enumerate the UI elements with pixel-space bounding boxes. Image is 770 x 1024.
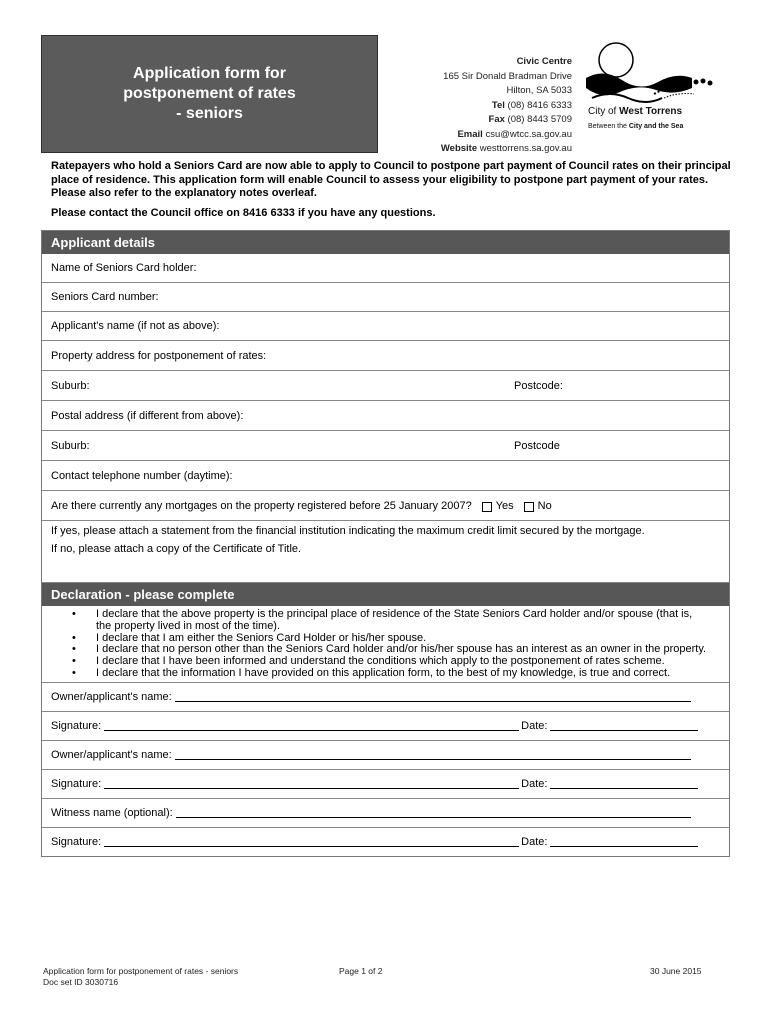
declaration-item: • I declare that I am either the Seniors Card Holder or his/her spouse. [42, 633, 729, 645]
date-label: Date: [521, 719, 548, 732]
logo-name-prefix: City of [588, 106, 620, 117]
signature-label: Signature: [51, 777, 102, 790]
declaration-list [42, 606, 729, 682]
owner-name-line[interactable] [175, 749, 691, 760]
title-box [41, 35, 378, 153]
applicant-name-label: Applicant's name (if not as above): [51, 320, 220, 332]
postal-postcode-field[interactable] [514, 431, 560, 460]
mortgage-yes-checkbox[interactable] [482, 502, 492, 512]
declaration-item: • I declare that no person other than the Seniors Card holder and/or his/her spouse has an interest as an owner in the property. [42, 644, 729, 656]
owner-name-field-2[interactable] [42, 740, 729, 769]
signature-line[interactable] [104, 720, 519, 731]
footer-date: 30 June 2015 [650, 966, 702, 976]
signature-field-1[interactable] [42, 711, 729, 740]
property-address-field[interactable] [42, 340, 729, 370]
card-holder-field[interactable] [42, 254, 729, 282]
signature-line[interactable] [104, 836, 519, 847]
witness-name-field[interactable] [42, 798, 729, 827]
declaration-item: • I declare that the information I have provided on this application form, to the best of my knowledge, is true and correct. [42, 668, 729, 680]
suburb-field[interactable] [42, 370, 729, 400]
postal-suburb-field[interactable] [42, 430, 729, 460]
footer-page-number: Page 1 of 2 [339, 966, 383, 976]
contact-block [400, 55, 572, 157]
date-line[interactable] [550, 836, 698, 847]
website-value: westtorrens.sa.gov.au [479, 143, 572, 154]
card-number-label: Seniors Card number: [51, 291, 159, 303]
intro-paragraph: Ratepayers who hold a Seniors Card are now able to apply to Council to postpone part payment of Council rates on their principal place of residence. This application form will enable Council to assess your eligibility to postpone part payment of your rates. Please also refer to the explanatory notes overleaf. [51, 160, 731, 200]
date-label: Date: [521, 835, 548, 848]
fax-value: (08) 8443 5709 [507, 114, 572, 125]
mortgage-yes-label: Yes [495, 499, 514, 512]
address-line1: 165 Sir Donald Bradman Drive [443, 70, 572, 82]
card-holder-label: Name of Seniors Card holder: [51, 262, 197, 274]
signature-field-3[interactable] [42, 827, 729, 856]
postal-postcode-label: Postcode [514, 439, 560, 452]
footer-left [43, 966, 238, 988]
intro-contact-line: Please contact the Council office on 8416 6333 if you have any questions. [51, 206, 436, 219]
postcode-label: Postcode: [514, 379, 563, 392]
email-value: csu@wtcc.sa.gov.au [485, 128, 572, 140]
mortgage-question-label: Are there currently any mortgages on the property registered before 25 January 2007? [51, 499, 472, 512]
mortgage-no-checkbox[interactable] [524, 502, 534, 512]
date-line[interactable] [550, 778, 698, 789]
declaration-heading: Declaration - please complete [42, 582, 729, 606]
date-line[interactable] [550, 720, 698, 731]
witness-name-line[interactable] [176, 807, 691, 818]
mortgage-question-row [42, 490, 729, 520]
form-title-line3: - seniors [176, 105, 243, 122]
postal-suburb-label: Suburb: [51, 439, 90, 452]
telephone-field[interactable] [42, 460, 729, 490]
form-title-line2: postponement of rates [123, 85, 296, 102]
mortgage-instructions [42, 520, 729, 582]
postal-address-label: Postal address (if different from above): [51, 409, 244, 422]
declaration-item: • I declare that the above property is the principal place of residence of the State Seniors Card holder and/or spouse (that is, the property lived in most of the time). [42, 609, 729, 633]
postcode-field[interactable] [514, 371, 563, 400]
telephone-label: Contact telephone number (daytime): [51, 469, 233, 482]
footer-doc-id: Doc set ID 3030716 [43, 977, 119, 987]
witness-name-label: Witness name (optional): [51, 806, 173, 819]
application-form [41, 230, 730, 857]
logo-name-bold: West Torrens [619, 106, 683, 117]
fax-label: Fax [488, 114, 505, 125]
logo-name [588, 106, 682, 117]
declaration-item: • I declare that I have been informed and understand the conditions which apply to the postponement of rates scheme. [42, 656, 729, 668]
website-label: Website [440, 143, 478, 154]
footer-doc-title: Application form for postponement of rates - seniors [43, 966, 239, 976]
signature-field-2[interactable] [42, 769, 729, 798]
signature-line[interactable] [104, 778, 519, 789]
owner-name-label: Owner/applicant's name: [51, 748, 172, 761]
tel-label: Tel [491, 99, 505, 111]
address-line2: Hilton, SA 5033 [506, 85, 572, 96]
if-yes-text: If yes, please attach a statement from the financial institution indicating the maximum credit limit secured by the mortgage. [51, 525, 645, 537]
mortgage-no-label: No [537, 499, 552, 512]
date-label: Date: [521, 777, 548, 790]
applicant-details-heading: Applicant details [42, 231, 729, 254]
owner-name-label: Owner/applicant's name: [51, 690, 172, 703]
logo-tagline-bold: City and the Sea [628, 123, 684, 130]
tel-value: (08) 8416 6333 [507, 99, 572, 111]
email-label: Email [457, 128, 483, 140]
signature-label: Signature: [51, 835, 102, 848]
signature-label: Signature: [51, 719, 102, 732]
owner-name-line[interactable] [175, 691, 691, 702]
postal-address-field[interactable] [42, 400, 729, 430]
form-title-line1: Application form for [133, 65, 286, 82]
owner-name-field-1[interactable] [42, 682, 729, 711]
intro [51, 160, 731, 220]
suburb-label: Suburb: [51, 379, 90, 392]
property-address-label: Property address for postponement of rates: [51, 349, 267, 362]
civic-centre: Civic Centre [516, 56, 572, 67]
logo-tagline-prefix: Between the [588, 123, 629, 130]
logo-tagline [588, 123, 683, 130]
if-no-text: If no, please attach a copy of the Certificate of Title. [51, 542, 302, 555]
applicant-name-field[interactable] [42, 311, 729, 340]
card-number-field[interactable] [42, 282, 729, 311]
